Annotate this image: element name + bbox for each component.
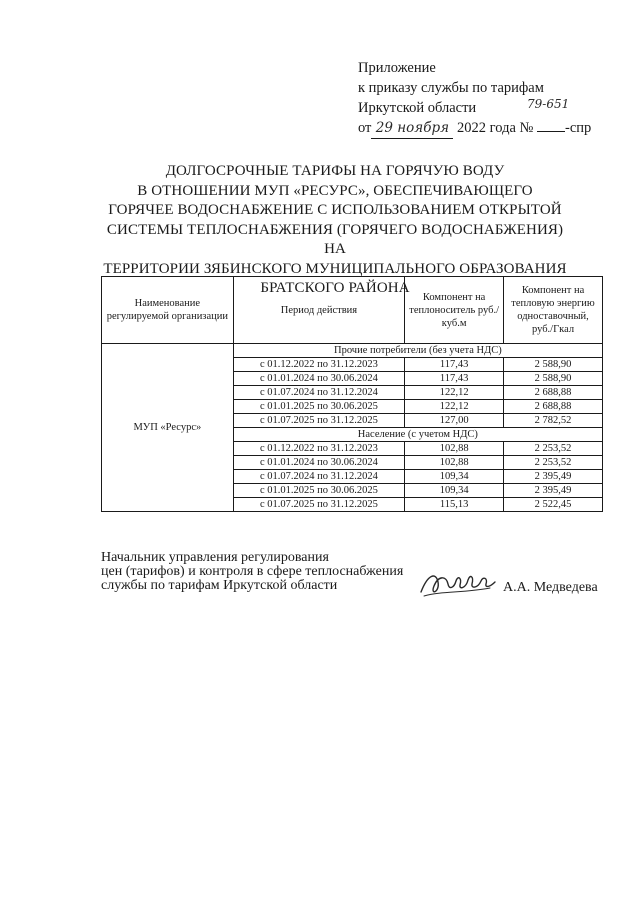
handwritten-signature bbox=[418, 566, 498, 600]
header-carrier-component: Компонент на теплоноситель руб./куб.м bbox=[405, 277, 504, 344]
table-header-row bbox=[102, 277, 603, 344]
date-prefix: от bbox=[358, 120, 372, 136]
carrier-cell: 117,43 bbox=[405, 358, 504, 372]
period-cell: с 01.07.2024 по 31.12.2024 bbox=[233, 470, 404, 484]
energy-cell: 2 688,88 bbox=[504, 400, 603, 414]
group-label: Население (с учетом НДС) bbox=[233, 428, 602, 442]
order-number-blank bbox=[537, 131, 565, 132]
title-line: В ОТНОШЕНИИ МУП «РЕСУРС», ОБЕСПЕЧИВАЮЩЕГО bbox=[137, 182, 533, 199]
carrier-cell: 122,12 bbox=[405, 400, 504, 414]
signature-block bbox=[101, 551, 403, 593]
signer-position-line: Начальник управления регулирования bbox=[101, 550, 329, 565]
group-label: Прочие потребители (без учета НДС) bbox=[233, 344, 602, 358]
title-line: ГОРЯЧЕЕ ВОДОСНАБЖЕНИЕ С ИСПОЛЬЗОВАНИЕМ ОТКРЫТОЙ bbox=[108, 202, 562, 218]
date-year: 2022 года № bbox=[457, 120, 534, 136]
carrier-cell: 109,34 bbox=[405, 470, 504, 484]
energy-cell: 2 688,88 bbox=[504, 386, 603, 400]
period-cell: с 01.07.2025 по 31.12.2025 bbox=[233, 498, 404, 512]
period-cell: с 01.01.2024 по 30.06.2024 bbox=[233, 456, 404, 470]
energy-cell: 2 782,52 bbox=[504, 414, 603, 428]
energy-cell: 2 588,90 bbox=[504, 372, 603, 386]
period-cell: с 01.12.2022 по 31.12.2023 bbox=[233, 442, 404, 456]
organization-cell: МУП «Ресурс» bbox=[102, 344, 234, 512]
carrier-cell: 122,12 bbox=[405, 386, 504, 400]
carrier-cell: 115,13 bbox=[405, 498, 504, 512]
appendix-region: Иркутской области bbox=[358, 100, 477, 116]
energy-cell: 2 522,45 bbox=[504, 498, 603, 512]
signer-name: А.А. Медведева bbox=[503, 580, 598, 595]
signer-position-line: службы по тарифам Иркутской области bbox=[101, 578, 338, 593]
period-cell: с 01.01.2024 по 30.06.2024 bbox=[233, 372, 404, 386]
energy-cell: 2 395,49 bbox=[504, 470, 603, 484]
title-line: БРАТСКОГО РАЙОНА bbox=[260, 280, 410, 296]
appendix-title: Приложение bbox=[358, 60, 436, 76]
energy-cell: 2 588,90 bbox=[504, 358, 603, 372]
energy-cell: 2 253,52 bbox=[504, 456, 603, 470]
tariff-table bbox=[101, 276, 603, 512]
order-suffix: -спр bbox=[564, 120, 592, 136]
carrier-cell: 102,88 bbox=[405, 456, 504, 470]
carrier-cell: 109,34 bbox=[405, 484, 504, 498]
period-cell: с 01.01.2025 по 30.06.2025 bbox=[233, 484, 404, 498]
carrier-cell: 117,43 bbox=[405, 372, 504, 386]
appendix-date-line bbox=[358, 118, 591, 139]
header-organization: Наименование регулируемой организации bbox=[102, 277, 234, 344]
period-cell: с 01.01.2025 по 30.06.2025 bbox=[233, 400, 404, 414]
title-line: ТЕРРИТОРИИ ЗЯБИНСКОГО МУНИЦИПАЛЬНОГО ОБРАЗОВАНИЯ bbox=[103, 260, 567, 277]
title-line: ДОЛГОСРОЧНЫЕ ТАРИФЫ НА ГОРЯЧУЮ ВОДУ bbox=[165, 163, 505, 179]
period-cell: с 01.12.2022 по 31.12.2023 bbox=[233, 358, 404, 372]
signer-position-line: цен (тарифов) и контроля в сфере теплоснабжения bbox=[101, 564, 404, 579]
handwritten-order-number: 79-651 bbox=[527, 97, 570, 111]
carrier-cell: 127,00 bbox=[405, 414, 504, 428]
period-cell: с 01.07.2025 по 31.12.2025 bbox=[233, 414, 404, 428]
period-cell: с 01.07.2024 по 31.12.2024 bbox=[233, 386, 404, 400]
handwritten-date: 29 ноября bbox=[371, 118, 453, 139]
energy-cell: 2 253,52 bbox=[504, 442, 603, 456]
title-line: СИСТЕМЫ ТЕПЛОСНАБЖЕНИЯ (ГОРЯЧЕГО ВОДОСНАБЖЕНИЯ) НА bbox=[106, 221, 564, 257]
group-row bbox=[102, 344, 603, 358]
header-energy-component: Компонент на тепловую энергию одноставочный, руб./Гкал bbox=[504, 277, 603, 344]
header-period: Период действия bbox=[233, 277, 404, 344]
carrier-cell: 102,88 bbox=[405, 442, 504, 456]
appendix-order-ref: к приказу службы по тарифам bbox=[358, 80, 544, 96]
energy-cell: 2 395,49 bbox=[504, 484, 603, 498]
